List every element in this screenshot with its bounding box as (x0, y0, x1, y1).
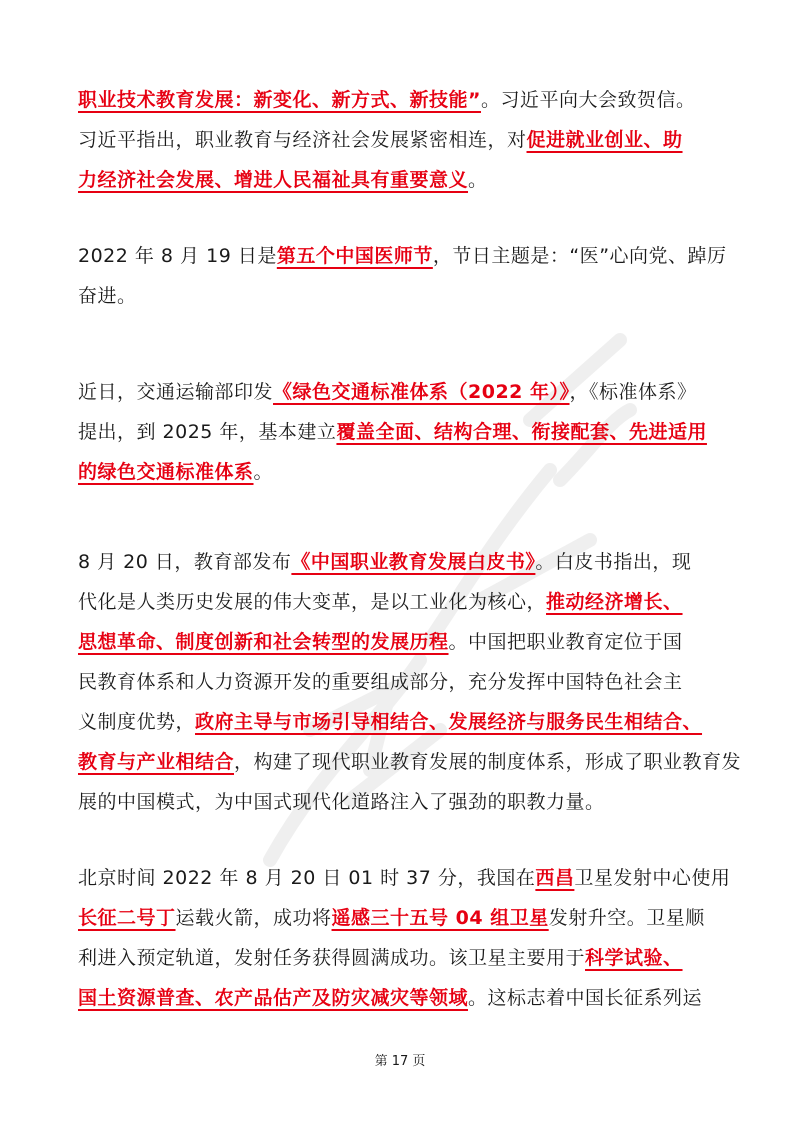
paragraph-4-line (78, 782, 728, 822)
body-text: 。这标志着中国长征系列运 (468, 987, 703, 1009)
body-text: 卫星发射中心使用 (574, 867, 731, 889)
paragraph-4-line (78, 702, 728, 742)
paragraph-4-line (78, 542, 728, 582)
body-text: 。 (468, 169, 488, 191)
highlighted-text: 长征二号丁 (78, 907, 176, 929)
body-text: 8 月 20 日，教育部发布 (78, 551, 292, 573)
body-text: 运载火箭，成功将 (175, 907, 332, 929)
paragraph-4-line (78, 662, 728, 702)
highlighted-text: 遥感三十五号 04 组卫星 (331, 907, 549, 929)
highlighted-text: 《中国职业教育发展白皮书》 (291, 551, 536, 573)
highlighted-text: 力经济社会发展、增进人民福祉具有重要意义 (78, 169, 469, 191)
highlighted-text: 政府主导与市场引导相结合、发展经济与服务民生相结合、 (195, 711, 703, 733)
highlighted-text: 促进就业创业、助 (526, 129, 683, 151)
body-text: 提出，到 2025 年，基本建立 (78, 421, 337, 443)
body-text: 北京时间 2022 年 8 月 20 日 01 时 37 分，我国在 (78, 867, 536, 889)
highlighted-text: 第五个中国医师节 (276, 245, 433, 267)
body-text: 民教育体系和人力资源开发的重要组成部分，充分发挥中国特色社会主 (78, 671, 683, 693)
paragraph-4-line (78, 742, 742, 782)
paragraph-4-line (78, 582, 728, 622)
body-text: 近日，交通运输部印发 (78, 381, 274, 403)
highlighted-text: 国土资源普查、农产品估产及防灾减灾等领域 (78, 987, 469, 1009)
body-text: 义制度优势， (78, 711, 196, 733)
highlighted-text: 《绿色交通标准体系（2022 年）》 (273, 381, 570, 403)
paragraph-2-line (78, 276, 728, 316)
body-text: 。中国把职业教育定位于国 (448, 631, 683, 653)
highlighted-text: 思想革命、制度创新和社会转型的发展历程 (78, 631, 449, 653)
paragraph-5-line (78, 938, 728, 978)
body-text: 。 (253, 461, 274, 483)
body-text: ，构建了现代职业教育发展的制度体系，形成了职业教育发 (234, 751, 742, 773)
body-text: 。白皮书指出，现 (535, 551, 692, 573)
paragraph-3-line (78, 372, 728, 412)
highlighted-text: 教育与产业相结合 (78, 751, 235, 773)
body-text: ，节日主题是：“医”心向党、踔厉 (432, 245, 727, 267)
page-number: 第 17 页 (374, 1054, 426, 1069)
highlighted-text: 职业技术教育发展：新变化、新方式、新技能” (78, 89, 481, 111)
highlighted-text: 西昌 (535, 867, 575, 889)
paragraph-3-line (78, 412, 728, 452)
body-text: 利进入预定轨道，发射任务获得圆满成功。该卫星主要用于 (78, 947, 586, 969)
body-text: 。习近平向大会致贺信。 (481, 89, 696, 111)
paragraph-3-line (78, 452, 728, 492)
body-text: 2022 年 8 月 19 日是 (78, 245, 277, 267)
paragraph-4-line (78, 622, 728, 662)
body-text: 习近平指出，职业教育与经济社会发展紧密相连，对 (78, 129, 527, 151)
paragraph-2-line (78, 236, 728, 276)
body-text: 代化是人类历史发展的伟大变革，是以工业化为核心， (78, 591, 547, 613)
paragraph-1-line (78, 120, 728, 160)
body-text: 奋进。 (78, 285, 137, 307)
paragraph-5-line (78, 898, 728, 938)
highlighted-text: 覆盖全面、结构合理、衔接配套、先进适用 (336, 421, 707, 443)
highlighted-text: 推动经济增长、 (546, 591, 683, 613)
body-text: ，《标准体系》 (569, 381, 697, 403)
body-text: 展的中国模式，为中国式现代化道路注入了强劲的职教力量。 (78, 791, 605, 813)
highlighted-text: 的绿色交通标准体系 (78, 461, 254, 483)
paragraph-5-line (78, 978, 728, 1018)
page-footer (0, 1050, 800, 1069)
paragraph-1-line (78, 160, 728, 200)
paragraph-1-line (78, 80, 728, 120)
paragraph-5-line (78, 858, 731, 898)
highlighted-text: 科学试验、 (585, 947, 683, 969)
body-text: 发射升空。卫星顺 (548, 907, 705, 929)
